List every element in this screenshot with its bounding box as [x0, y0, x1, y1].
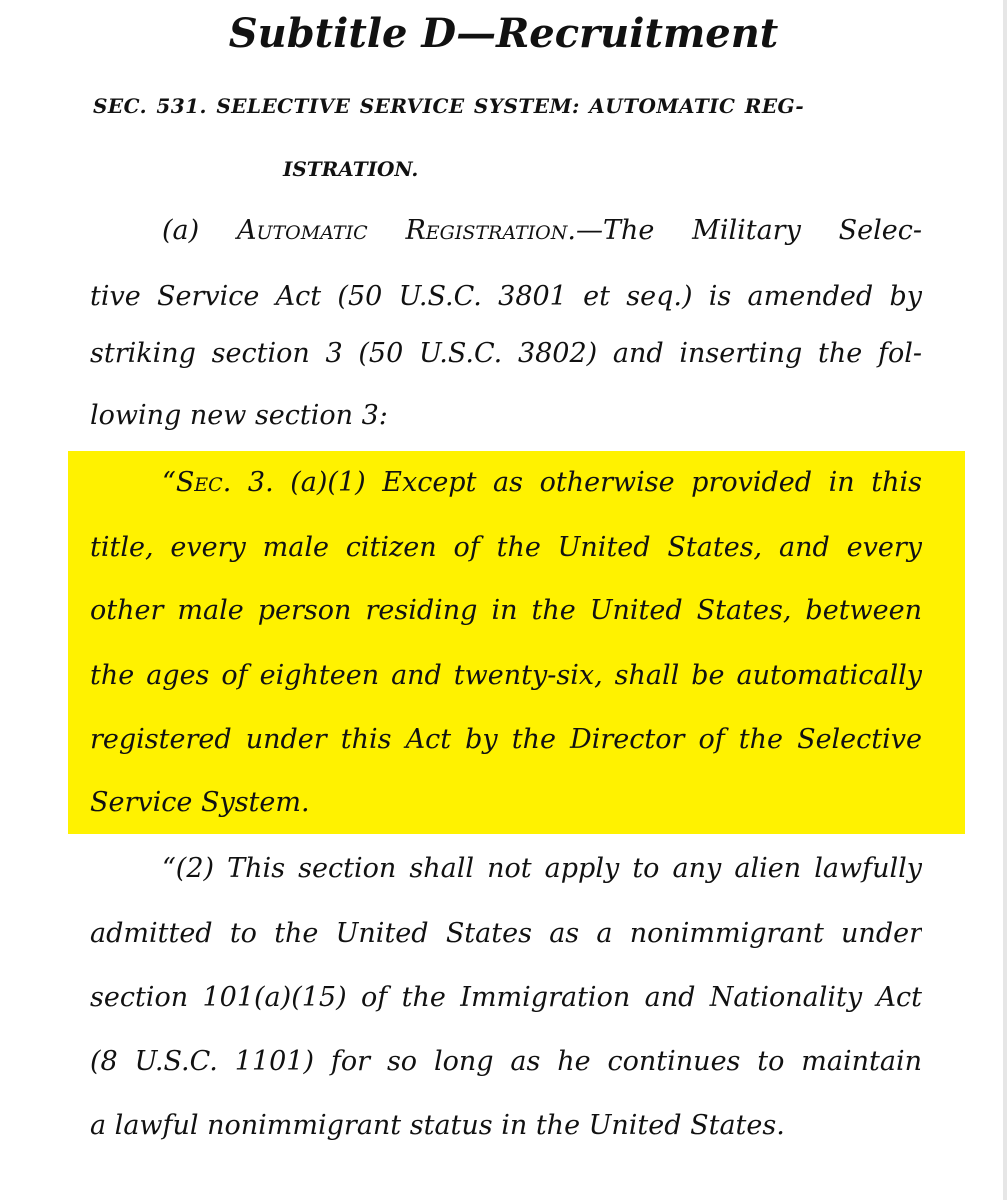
- para-a-line-1: [162, 209, 922, 253]
- highlight-block: [68, 451, 965, 834]
- para-a-line-1-rest: .—The Military Selec-: [567, 215, 922, 246]
- sec3-line-1: [162, 461, 922, 505]
- sec3-line-1-rest: . 3. (a)(1) Except as otherwise provided in this: [222, 467, 922, 498]
- sec3-line-6: Service System.: [90, 787, 310, 818]
- para-2-line-2: admitted to the United States as a nonimmigrant under: [90, 918, 922, 949]
- para-a-heading: Automatic Registration: [237, 215, 568, 246]
- sec3-line-2: title, every male citizen of the United States, and every: [90, 532, 922, 563]
- sec3-open-quote: “: [162, 467, 176, 498]
- para-2-line-1: “(2) This section shall not apply to any alien lawfully: [162, 853, 922, 884]
- section-heading-line-1: SEC. 531. SELECTIVE SERVICE SYSTEM: AUTOMATIC REG-: [93, 94, 805, 118]
- para-a-line-3: striking section 3 (50 U.S.C. 3802) and inserting the fol-: [90, 338, 922, 369]
- para-2-line-4: (8 U.S.C. 1101) for so long as he continues to maintain: [90, 1046, 922, 1077]
- page-title: Subtitle D—Recruitment: [228, 10, 779, 57]
- page-edge: [1003, 0, 1007, 1200]
- para-a-lead: (a): [162, 215, 237, 246]
- sec3-sec-label: Sec: [175, 467, 223, 498]
- para-2-line-5: a lawful nonimmigrant status in the United States.: [90, 1110, 785, 1141]
- para-a-line-4: lowing new section 3:: [90, 400, 388, 431]
- sec3-line-3: other male person residing in the United States, between: [90, 595, 922, 626]
- para-2-line-3: section 101(a)(15) of the Immigration and Nationality Act: [90, 982, 922, 1013]
- sec3-line-4: the ages of eighteen and twenty-six, shall be automatically: [90, 660, 922, 691]
- sec3-line-5: registered under this Act by the Director of the Selective: [90, 724, 922, 755]
- para-a-line-2: tive Service Act (50 U.S.C. 3801 et seq.) is amended by: [90, 281, 922, 312]
- section-heading-line-2: ISTRATION.: [283, 157, 419, 181]
